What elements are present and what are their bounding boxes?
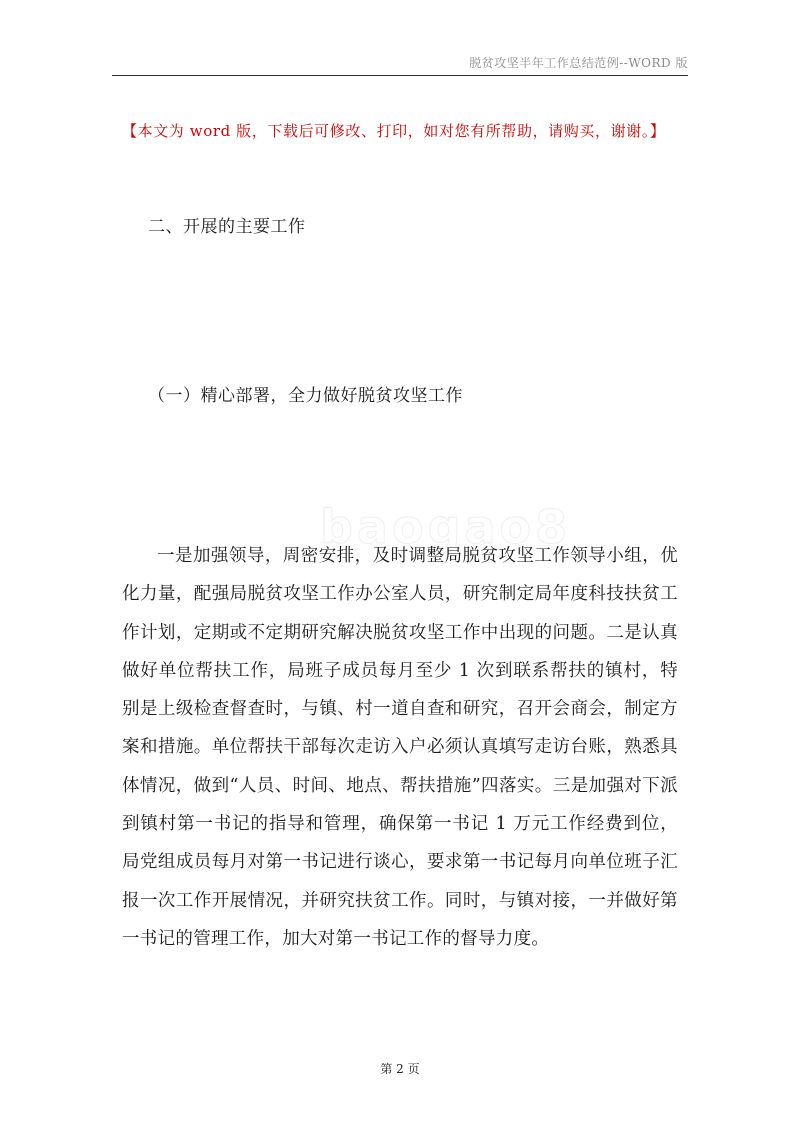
body-paragraph: 一是加强领导，周密安排，及时调整局脱贫攻坚工作领导小组，优化力量，配强局脱贫攻坚工作办公室人员，研究制定局年度科技扶贫工作计划，定期或不定期研究解决脱贫攻坚工作中出现的问题。二是认真做好单位帮扶工作，局班子成员每月至少 1 次到联系帮扶的镇村，特别是上级检查督查时，与镇、村一道自查和研究，召开会商会，制定方案和措施。单位帮扶干部每次走访入户必须认真填写走访台账，熟悉具体情况，做到“人员、时间、地点、帮扶措施”四落实。三是加强对下派到镇村第一书记的指导和管理，确保第一书记 1 万元工作经费到位，局党组成员每月对第一书记进行谈心，要求第一书记每月向单位班子汇报一次工作开展情况，并研究扶贫工作。同时，与镇对接，一并做好第一书记的管理工作，加大对第一书记工作的督导力度。 [122, 546, 678, 949]
purchase-notice: 【本文为 word 版，下载后可修改、打印，如对您有所帮助，请购买，谢谢。】 [122, 122, 666, 140]
page-number: 第 2 页 [380, 1062, 420, 1076]
watermark-text: baogao8 [320, 500, 572, 554]
subsection-heading: （一）精心部署，全力做好脱贫攻坚工作 [148, 386, 463, 406]
page-header-title: 脱贫攻坚半年工作总结范例--WORD 版 [469, 56, 688, 70]
header-divider [112, 75, 688, 76]
section-heading: 二、开展的主要工作 [148, 217, 306, 237]
